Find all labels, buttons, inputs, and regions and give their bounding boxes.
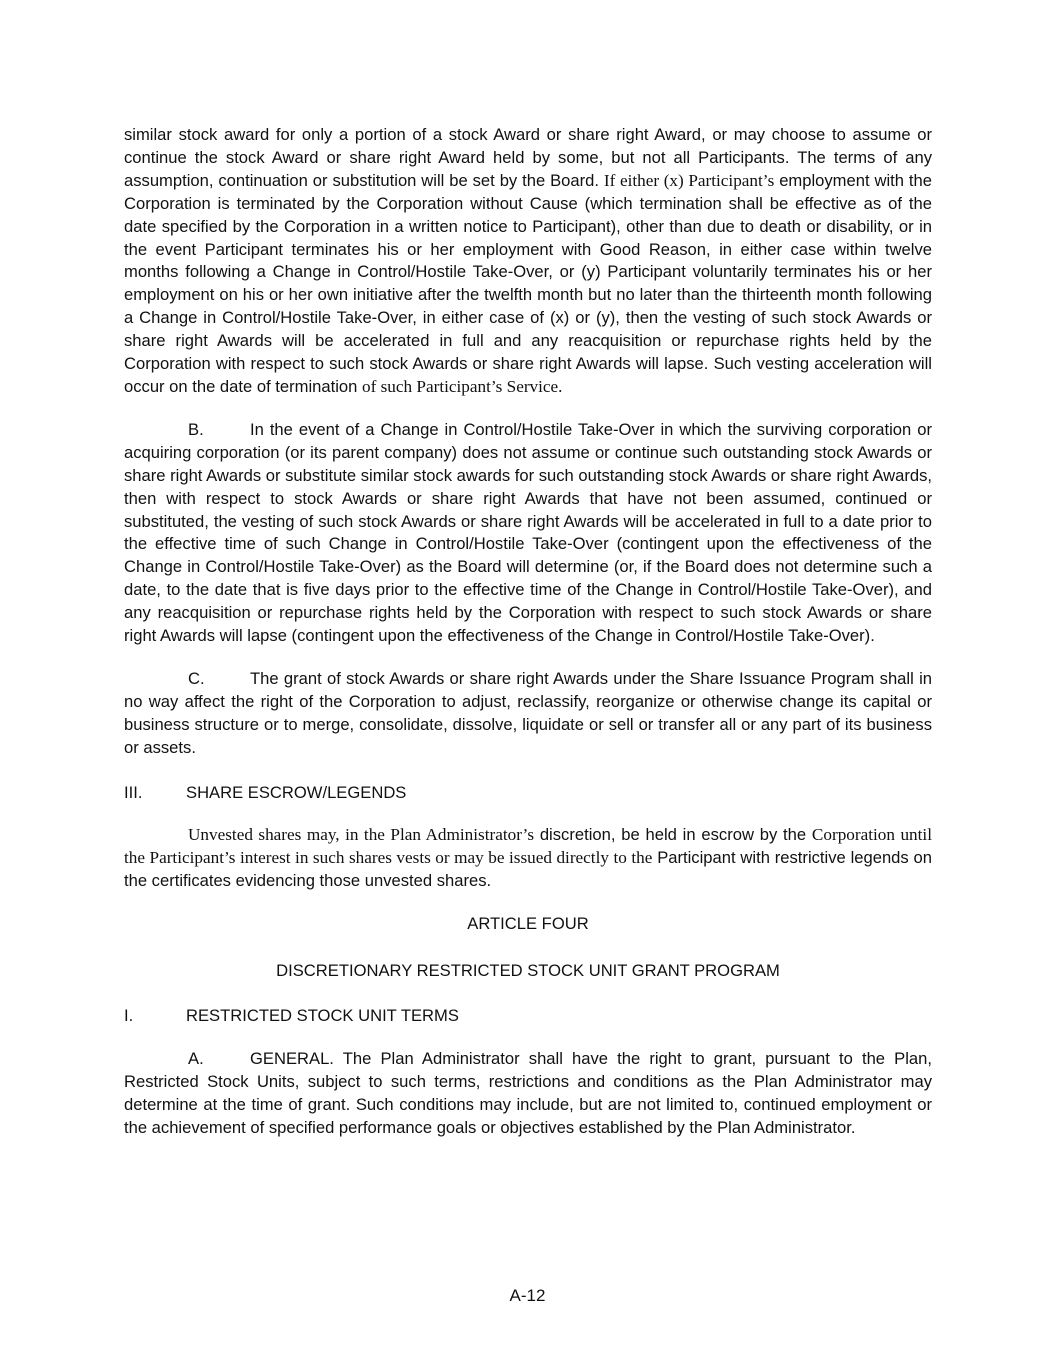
section-i-title: RESTRICTED STOCK UNIT TERMS <box>186 1006 459 1025</box>
section-iii-heading <box>124 782 932 805</box>
section-a-text: GENERAL. The Plan Administrator shall have the right to grant, pursuant to the Plan, Restricted Stock Units, subject to such terms, restrictions and conditions as the Plan Administrator may determine at the time of grant. Such conditions may include, but are not limited to, continued employment or the achievement of specified performance goals or objectives established by the Plan Administrator. <box>124 1048 932 1137</box>
section-c-text: The grant of stock Awards or share right Awards under the Share Issuance Program shall in no way affect the right of the Corporation to adjust, reclassify, reorganize or otherwise change its capital or business structure or to merge, consolidate, dissolve, liquidate or sell or transfer all or any part of its business or assets. <box>124 668 932 757</box>
section-b-label: B. <box>188 419 204 439</box>
section-i-heading <box>124 1005 932 1028</box>
intro-text-3: employment with the Corporation is terminated by the Corporation without Cause (which termination shall be effective as of the date specified by the Corporation in a written notice to Participant), other than due to death or disability, or in the event Participant terminates his or her employment with Good Reason, in either case within twelve months following a Change in Control/Hostile Take-Over, or (y) Participant voluntarily terminates his or her employment on his or her own initiative after the twelfth month but no later than the thirteenth month following a Change in Control/Hostile Take-Over, in either case of (x) or (y), then the vesting of such stock Awards or share right Awards will be accelerated in full and any reacquisition or repurchase rights held by the Corporation with respect to such stock Awards or share right Awards will lapse. Such vesting acceleration will occur on the date of termination <box>124 170 932 396</box>
article-subtitle: DISCRETIONARY RESTRICTED STOCK UNIT GRANT PROGRAM <box>276 961 780 981</box>
section-c-paragraph <box>124 668 932 760</box>
section-iii-title: SHARE ESCROW/LEGENDS <box>186 782 407 802</box>
section-b-text: In the event of a Change in Control/Hostile Take-Over in which the surviving corporation or acquiring corporation (or its parent company) does not assume or continue such outstanding stock Awards or share right Awards or substitute similar stock awards for such outstanding stock Awards or share right Awards, then with respect to stock Awards or share right Awards that have not been assumed, continued or substituted, the vesting of such stock Awards or share right Awards will be accelerated in full to a date prior to the effective time of such Change in Control/Hostile Take-Over (contingent upon the effectiveness of the Change in Control/Hostile Take-Over) as the Board will determine (or, if the Board does not determine such a date, to the date that is five days prior to the effective time of the Change in Control/Hostile Take-Over), and any reacquisition or repurchase rights held by the Corporation with respect to such stock Awards or share right Awards will lapse (contingent upon the effectiveness of the Change in Control/Hostile Take-Over). <box>124 419 932 646</box>
section-i-number: I. <box>124 1006 134 1025</box>
article-title: ARTICLE FOUR <box>467 914 589 934</box>
intro-paragraph <box>124 124 932 399</box>
section-a-label: A. <box>188 1048 204 1068</box>
section-c-label: C. <box>188 668 205 688</box>
section-iii-number: III. <box>124 782 143 802</box>
intro-text-4: of such Participant’s Service. <box>362 376 563 396</box>
section-iii-paragraph <box>124 824 932 893</box>
page-number: A-12 <box>509 1286 546 1305</box>
section-iii-text-3: Corporation until the Participant’s interest in such shares vests or may be issued directly to the <box>124 825 932 868</box>
intro-text-2: If either (x) Participant’s <box>603 170 775 190</box>
section-iii-text-1: Unvested shares may, in the Plan Administrator’s <box>188 825 535 845</box>
section-iii-text-2: discretion, be held in escrow by the <box>539 825 807 845</box>
intro-text-1: similar stock award for only a portion of a stock Award or share right Award, or may choose to assume or continue the stock Award or share right Award held by some, but not all Participants. The terms of any assumption, continuation or substitution will be set by the Board. <box>124 125 932 190</box>
document-page <box>124 124 932 1140</box>
section-a-paragraph <box>124 1048 932 1140</box>
section-iii-text-4: Participant with restrictive legends on the certificates evidencing those unvested shares. <box>124 848 932 891</box>
section-b-paragraph <box>124 419 932 648</box>
